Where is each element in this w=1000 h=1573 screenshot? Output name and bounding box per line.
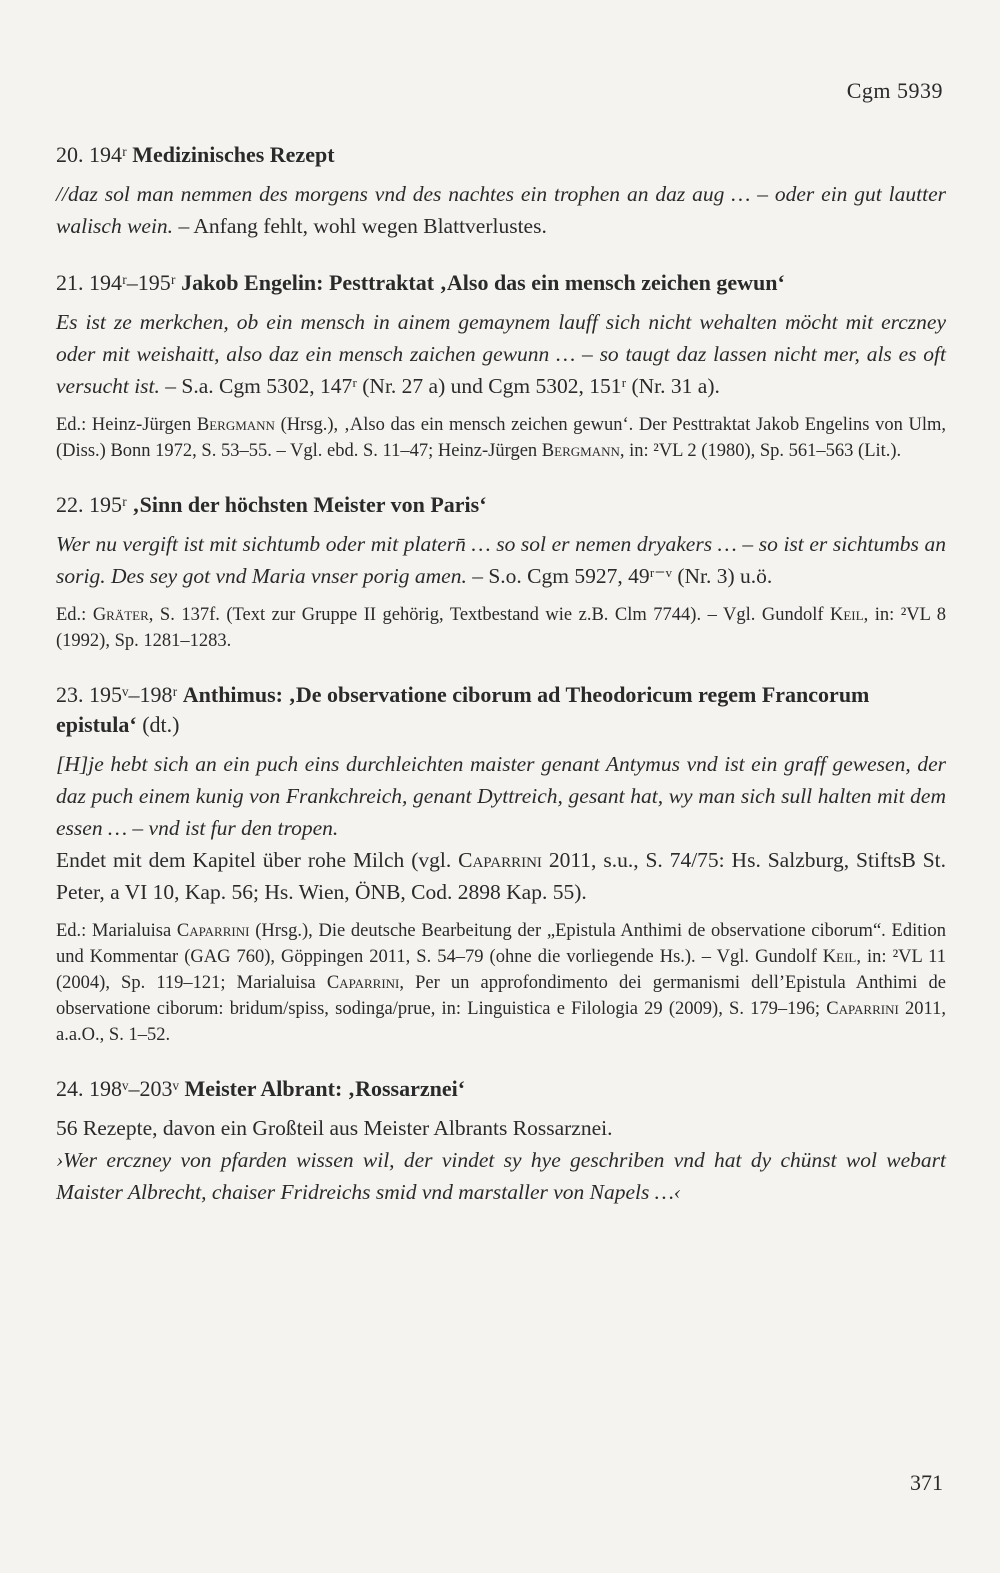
entry-title bbox=[56, 268, 946, 298]
entry-heading: Meister Albrant: ‚Rossarznei‘ bbox=[184, 1076, 466, 1101]
entry-text bbox=[56, 528, 946, 592]
edition-note bbox=[56, 412, 946, 464]
running-head: Cgm 5939 bbox=[846, 78, 943, 103]
entry-text bbox=[56, 306, 946, 402]
ed-text: Ed.: Marialuisa bbox=[56, 921, 177, 941]
incipit-quote: ›Wer erczney von pfarden wissen wil, der vindet sy hye geschriben vnd hat dy chünst wol webart Maister Albrecht, chaiser Fridreichs smid vnd marstaller von Napels …‹ bbox=[56, 1148, 946, 1204]
incipit-quote: [H]je hebt sich an ein puch eins durchleichten maister genant Antymus vnd ist ein graff gewesen, der daz puch einem kunig von Frankchreich, genant Dyttreich, gesant hat, wy man sich sull halten mit dem essen … – vnd ist fur den tropen. bbox=[56, 752, 946, 840]
entry-note: – S.o. Cgm 5927, 49ʳ⁻ᵛ (Nr. 3) u.ö. bbox=[466, 564, 773, 588]
incipit-quote: Es ist ze merkchen, ob ein mensch in ainem gemaynem lauff sich nicht wehalten möcht mit erczney oder mit weishaitt, also daz ein mensch zaichen gewunn … – so taugt daz lassen nicht mer, als es oft versucht ist. bbox=[56, 310, 946, 398]
entry-text: 56 Rezepte, davon ein Großteil aus Meister Albrants Rossarznei. bbox=[56, 1116, 613, 1140]
entry-title bbox=[56, 490, 946, 520]
entry-number: 24. 198ᵛ–203ᵛ bbox=[56, 1076, 179, 1101]
entry-20 bbox=[56, 140, 946, 242]
body-text: 2011, s.u., S. 74/75: Hs. Salzburg, StiftsB St. Peter, a VI 10, Kap. 56; Hs. Wien, ÖNB, Cod. 2898 Kap. 55). bbox=[56, 848, 946, 904]
entry-22 bbox=[56, 490, 946, 654]
entry-note: – Anfang fehlt, wohl wegen Blattverlustes. bbox=[173, 214, 547, 238]
entry-heading-tail: (dt.) bbox=[136, 712, 180, 737]
author-name: Caparrini bbox=[176, 921, 250, 941]
entry-heading: ‚Sinn der höchsten Meister von Paris‘ bbox=[132, 492, 487, 517]
entry-24 bbox=[56, 1074, 946, 1208]
entry-number: 22. 195ʳ bbox=[56, 492, 127, 517]
entry-21 bbox=[56, 268, 946, 464]
edition-note bbox=[56, 918, 946, 1048]
ed-text: 2011, a.a.O., S. 1–52. bbox=[56, 999, 946, 1045]
author-name: Keil bbox=[822, 947, 857, 967]
entry-23 bbox=[56, 680, 946, 1048]
entry-title bbox=[56, 140, 946, 170]
page-number: 371 bbox=[910, 1470, 943, 1495]
catalog-entries bbox=[56, 140, 946, 1234]
body-text: Endet mit dem Kapitel über rohe Milch (vgl. bbox=[56, 848, 459, 872]
entry-title bbox=[56, 680, 946, 740]
entry-text bbox=[56, 844, 946, 908]
entry-heading: Medizinisches Rezept bbox=[132, 142, 335, 167]
entry-number: 21. 194ʳ–195ʳ bbox=[56, 270, 176, 295]
entry-heading: Jakob Engelin: Pesttraktat ‚Also das ein mensch zeichen gewun‘ bbox=[181, 270, 785, 295]
author-name: Bergmann bbox=[541, 441, 620, 461]
entry-text bbox=[56, 178, 946, 242]
ed-text: , in: ²VL 8 (1992), Sp. 1281–1283. bbox=[56, 605, 946, 651]
incipit-quote: Wer nu vergift ist mit sichtumb oder mit platern̄ … so sol er nemen dryakers … – so ist er sichtumbs an sorig. Des sey got vnd Maria vnser porig amen. bbox=[56, 532, 946, 588]
ed-text: Ed.: bbox=[56, 605, 93, 625]
author-name: Bergmann bbox=[196, 415, 275, 435]
edition-note bbox=[56, 602, 946, 654]
incipit-quote: //daz sol man nemmen des morgens vnd des nachtes ein trophen an daz aug … – oder ein gut lautter walisch wein. bbox=[56, 182, 946, 238]
author-name: Caparrini bbox=[458, 848, 542, 872]
author-name: Caparrini bbox=[826, 999, 899, 1019]
entry-number: 20. 194ʳ bbox=[56, 142, 127, 167]
ed-text: , in: ²VL 11 (2004), Sp. 119–121; Marialuisa bbox=[56, 947, 946, 993]
author-name: Keil bbox=[830, 605, 864, 625]
ed-text: , Per un approfondimento dei germanismi dell’Epistula Anthimi de observatione ciborum: bridum/spiss, sodinga/prue, in: Linguistica e Filologia 29 (2009), S. 179–196; bbox=[56, 973, 946, 1019]
entry-heading: Anthimus: ‚De observatione ciborum ad Theodoricum regem Francorum epistula‘ bbox=[56, 682, 870, 737]
ed-text: (Hrsg.), ‚Also das ein mensch zeichen gewun‘. Der Pesttraktat Jakob Engelins von Ulm, (Diss.) Bonn 1972, S. 53–55. – Vgl. ebd. S. 11–47; Heinz-Jürgen bbox=[56, 415, 946, 461]
ed-text: , in: ²VL 2 (1980), Sp. 561–563 (Lit.). bbox=[619, 441, 902, 461]
ed-text: , S. 137f. (Text zur Gruppe II gehörig, Textbestand wie z.B. Clm 7744). – Vgl. Gundolf bbox=[148, 605, 830, 625]
ed-text: Ed.: Heinz-Jürgen bbox=[56, 415, 197, 435]
entry-number: 23. 195ᵛ–198ʳ bbox=[56, 682, 178, 707]
ed-text: (Hrsg.), Die deutsche Bearbeitung der „Epistula Anthimi de observatione ciborum“. Edition und Kommentar (GAG 760), Göppingen 2011, S. 54–79 (ohne die vorliegende Hs.). – Vgl. Gundolf bbox=[56, 921, 946, 967]
entry-note: – S.a. Cgm 5302, 147ʳ (Nr. 27 a) und Cgm 5302, 151ʳ (Nr. 31 a). bbox=[159, 374, 720, 398]
entry-title bbox=[56, 1074, 946, 1104]
author-name: Gräter bbox=[92, 605, 149, 625]
author-name: Caparrini bbox=[326, 973, 400, 993]
